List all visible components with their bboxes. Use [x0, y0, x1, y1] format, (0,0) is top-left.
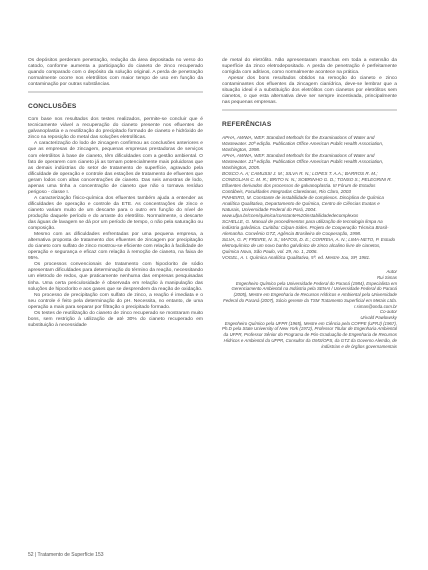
intro-paragraph: Os depósitos perderam penetração, redução da área depositada no verso do catodo, conforme aumenta a participação do cianeto de zinco recuperado quando comparado com o depósito da solução original. A perda de penetração normalmente ocorre nos eletrólitos com maior tempo de uso em função da contaminação por outras substâncias. [28, 58, 203, 88]
conclusion-paragraph: Mesmo com as dificuldades enfrentadas por uma pequena empresa, a alternativa proposta de tratamento dos efluentes de zincagem por precipitação do cianeto com sulfato de zinco mostrou-se eficiente com relação à facilidade de operação e segurança e eficaz com relação à remoção de cianeto, na faixa de 95%. [28, 232, 203, 262]
conclusions-heading: CONCLUSÕES [28, 103, 77, 111]
author-block [222, 269, 397, 349]
reference-item: BOSCO A. A; CAMUSSI J. M.; SILVA R. N.; LOPES T. A.A.; BARROS R. M.; CONEGLIAN C. M. R.; BRITO N. N.; SOBRINHO G. D.; TONSO S.; PELEGRINI R. Efluentes derivados dos processos de galvanoplastia. III Fórum de Estudos Contábeis, Faculdades Integradas Claretianas, Rio Claro, 2003 [222, 171, 392, 195]
reference-item: PINHEIRO, M. Constante de instabilidade de complexos. Disciplina de Química Analítica Qualitativa, Departamento de Química, Centro de Ciências Exatas e Naturais, Universidade Federal do Pará, 2004. www.ufpa.br/ccen/quimica/constante%20instabilidadedecomplexos [222, 195, 384, 219]
conclusion-paragraph: A caracterização do lodo de zincagem confirmou as conclusões anteriores e que as empresas de zincagem, pequenas empresas prestadoras de serviços com eletrólitos à base de cianeto, têm dificuldades com a gestão ambiental. O fato de operarem com cianeto já as tornam potencialmente mais poluidoras que as demais indústrias do setor de tratamento de superfície, agravado pela dificuldade de operação e controle das estações de tratamento de efluentes que geram lodos com altas concentrações de cianeto. Das seis amostras de lodo, apenas uma tinha a concentração de cianeto que não o tornava resíduo perigoso - classe I. [28, 141, 203, 195]
page-footer: 52 | Tratamento de Superfície 153 [28, 552, 104, 558]
reference-item: APHA, AWWA, WEF. Standard Methods for the Examinations of Water and Wastewater. 21ª edição. Publication Office American Public Health Association, Washington, 2005. [222, 153, 384, 171]
references-heading: REFERÊNCIAS [222, 121, 272, 129]
reference-item: SCHELLE, G. Manual de procedimentos para utilização de tecnologia limpa na indústria galvânica. Curitiba: Cilpan-Sides. Projeto de Cooperação Técnica Brasil-Alemanha. Convênio GTZ, Agência Brasileira de Cooperação, 1998. [222, 219, 389, 237]
author-label: Autor [386, 269, 397, 275]
conclusion-paragraph: Com base nos resultados dos testes realizados, permite-se concluir que é tecnicamente viável a recuperação do cianeto presente nos efluentes de galvanoplastia e a reutilização do precipitado formado de cianeto e hidróxido de zinco na reposição do metal das soluções eletrolíticas. [28, 117, 203, 141]
left-column [28, 58, 203, 329]
intro-paragraph: de metal do eletrólito. Não apresentaram manchas em toda a extensão da superfície da zinco eletrodepositado. A perda de penetração é perfeitamente corrigida com aditivos, como normalmente acontece na prática. [222, 58, 397, 76]
author-bio: Engenheiro Químico pela Universidade Federal do Paraná (1984), Especialista em Gerenciamento Ambiental na Indústria pela SENAI / Universidade Federal do Paraná (2005), Mestre em Engenharia de Recursos Hídricos e Ambiental pela Universidade Federal do Paraná (2007), Sócio gerente da TSM Tratamento Superficial em Metais Ltda. [223, 280, 397, 303]
coauthor-bio: Engenheiro Químico pela UFPR (1965), Mestre em Ciência pela COPPE (UFRJ) (1967), Ph.D pela State University of New York (1972), Professor Titular de Engenharia Ambiental da UFPR, Professor Sênior do Programa de Pós-Graduação de Engenharia de Recursos Hídricos e Ambiental da UFPR, Consultor da OMS/OPS, da GTZ da Governo Alemão, de indústrias e de órgãos governamentais [222, 320, 397, 349]
intro-paragraph: Apesar dos bons resultados obtidos na remoção do cianeto e zinco contaminantes dos efluentes da zincagem cianídrica, deve-se lembrar que a situação ideal é a substituição dos eletrólitos com cianetos por eletrólitos sem cianetos, o que esta alternativa deve ser sempre incentivada, principalmente nas pequenas empresas. [222, 76, 397, 106]
reference-item: SILVA, G. P; FREIRE, N. S.; MATOS, D. E.; CORREIA, A. N.; LIMA-NETO, P. Estudo eletroquímico de um novo banho galvânico de zinco alcalino livre de cianetos, Química Nova, São Paulo, vol. 29, no. 1, 2006. [222, 237, 396, 255]
coauthor-label: Co-autor [379, 309, 397, 315]
section-divider [222, 109, 397, 111]
conclusion-paragraph: A caracterização físico-química dos efluentes também ajuda a entender as dificuldades de operação e controle da ETE. As concentrações de zinco e cianeto variam muito de um descarte para o outro em função do nível de produção daquele período e do arraste do eletrólito. Normalmente, o descarte das águas de lavagem se dá por um período de tempo, o não pela saturação ou composição. [28, 195, 203, 232]
author-email[interactable]: r.simas@onda.com.br [354, 303, 397, 309]
author-name: Rui Simas [376, 275, 397, 281]
conclusion-paragraph: Os testes de reutilização do cianeto de zinco recuperado se mostraram muito bons, sem restrição à utilização de até 30% do cianeto recuperado em substituição à necessidade [28, 310, 203, 328]
reference-item: APHA, AWWA, WEF. Standard Methods for the Examinations of Water and Wastewater. 20ª edição. Publication Office American Public Health Association, Washington, 1998. [222, 135, 384, 153]
conclusion-paragraph: No processo de precipitação com sulfato de zinco, a reação é imediata e o seu controle é feito pela determinação do pH. Necessita, no entanto, de uma operação a mais para separar por filtração o precipitado formado. [28, 292, 203, 310]
references-list [222, 135, 397, 261]
conclusion-paragraph: Os processos convencionais de tratamento com hipoclorito de sódio apresentam dificuldades para determinação do término da reação, necessitando um eletrodo de redox, que praticamente nenhuma das empresas pesquisadas tinha. Uma certa periculosidade é observada em relação à manipulação das soluções de hipoclorito e aos gases que se desprendem da reação de oxidação. [28, 262, 203, 292]
right-column [222, 58, 397, 349]
coauthor-name: Urivald Pawlowsky [360, 315, 397, 320]
reference-item: VOGEL, A. I. Química Analítica Qualitativa, 5ª. ed. Mestre Jou, SP, 1981. [222, 255, 371, 261]
section-divider [28, 91, 203, 93]
